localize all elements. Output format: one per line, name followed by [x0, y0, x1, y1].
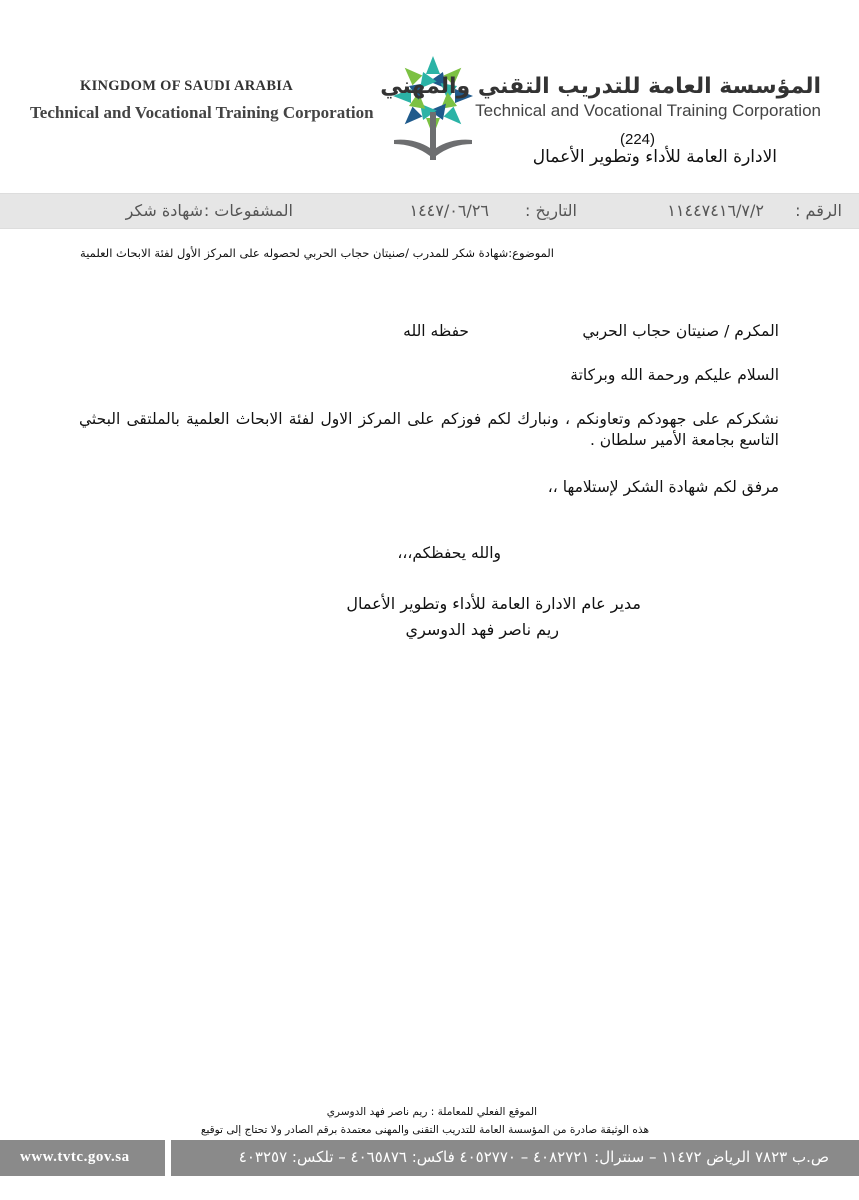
ref-label: الرقم :	[795, 201, 842, 220]
closing: والله يحفظكم،،،	[397, 544, 501, 562]
letter-number: (224)	[620, 131, 656, 148]
ref-value: ١١٤٤٧٤١٦/٧/٢	[667, 201, 764, 220]
attachment-note: مرفق لكم شهادة الشكر لإستلامها ،،	[547, 478, 779, 496]
signature-title: مدير عام الادارة العامة للأداء وتطوير الأعمال	[346, 594, 641, 613]
footer-signer: الموقع الفعلي للمعاملة : ريم ناصر فهد الدوسري	[326, 1106, 537, 1118]
honorific: حفظه الله	[403, 322, 469, 340]
signature-name: ريم ناصر فهد الدوسري	[405, 620, 559, 639]
footer-bar	[0, 1140, 859, 1176]
website-link[interactable]: www.tvtc.gov.sa	[20, 1149, 130, 1165]
addressee: المكرم / صنيتان حجاب الحربي	[582, 322, 779, 340]
corporation-name-en-left: Technical and Vocational Training Corporation	[30, 103, 374, 122]
attachments-label: المشفوعات :	[203, 201, 293, 220]
subject-line: الموضوع:شهادة شكر للمدرب /صنيتان حجاب الحربي لحصوله على المركز الأول لفئة الابحاث العلمية	[80, 246, 554, 260]
tvtc-logo-icon	[386, 52, 480, 164]
footer-address: ص.ب ٧٨٢٣ الرياض ١١٤٧٢ – سنترال: ٤٠٨٢٧٢١ – ٤٠٥٢٧٧٠ فاكس: ٤٠٦٥٨٧٦ – تلكس: ٤٠٣٢٥٧	[238, 1148, 829, 1166]
department-name: الادارة العامة للأداء وتطوير الأعمال	[532, 147, 777, 167]
letter-paragraph: نشكركم على جهودكم وتعاونكم ، ونبارك لكم فوزكم على المركز الاول لفئة الابحاث العلمية بالملتقى البحثي التاسع بجامعة الأمير سلطان .	[79, 410, 779, 449]
footer-separator	[165, 1140, 171, 1176]
date-label: التاريخ :	[524, 201, 577, 220]
attachments-value: شهادة شكر	[125, 201, 203, 220]
date-value: ١٤٤٧/٠٦/٢٦	[409, 201, 489, 220]
footer-note: هذه الوثيقة صادرة من المؤسسة العامة للتدريب التقنى والمهنى معتمدة برقم الصادر ولا تحتاج إلى توقيع	[200, 1124, 649, 1136]
kingdom-label: KINGDOM OF SAUDI ARABIA	[80, 78, 294, 94]
meta-band	[0, 193, 859, 229]
corporation-name-ar: المؤسسة العامة للتدريب التقني والمهني	[380, 74, 821, 99]
greeting: السلام عليكم ورحمة الله وبركاتة	[570, 366, 779, 384]
corporation-name-en-right: Technical and Vocational Training Corporation	[475, 101, 821, 120]
